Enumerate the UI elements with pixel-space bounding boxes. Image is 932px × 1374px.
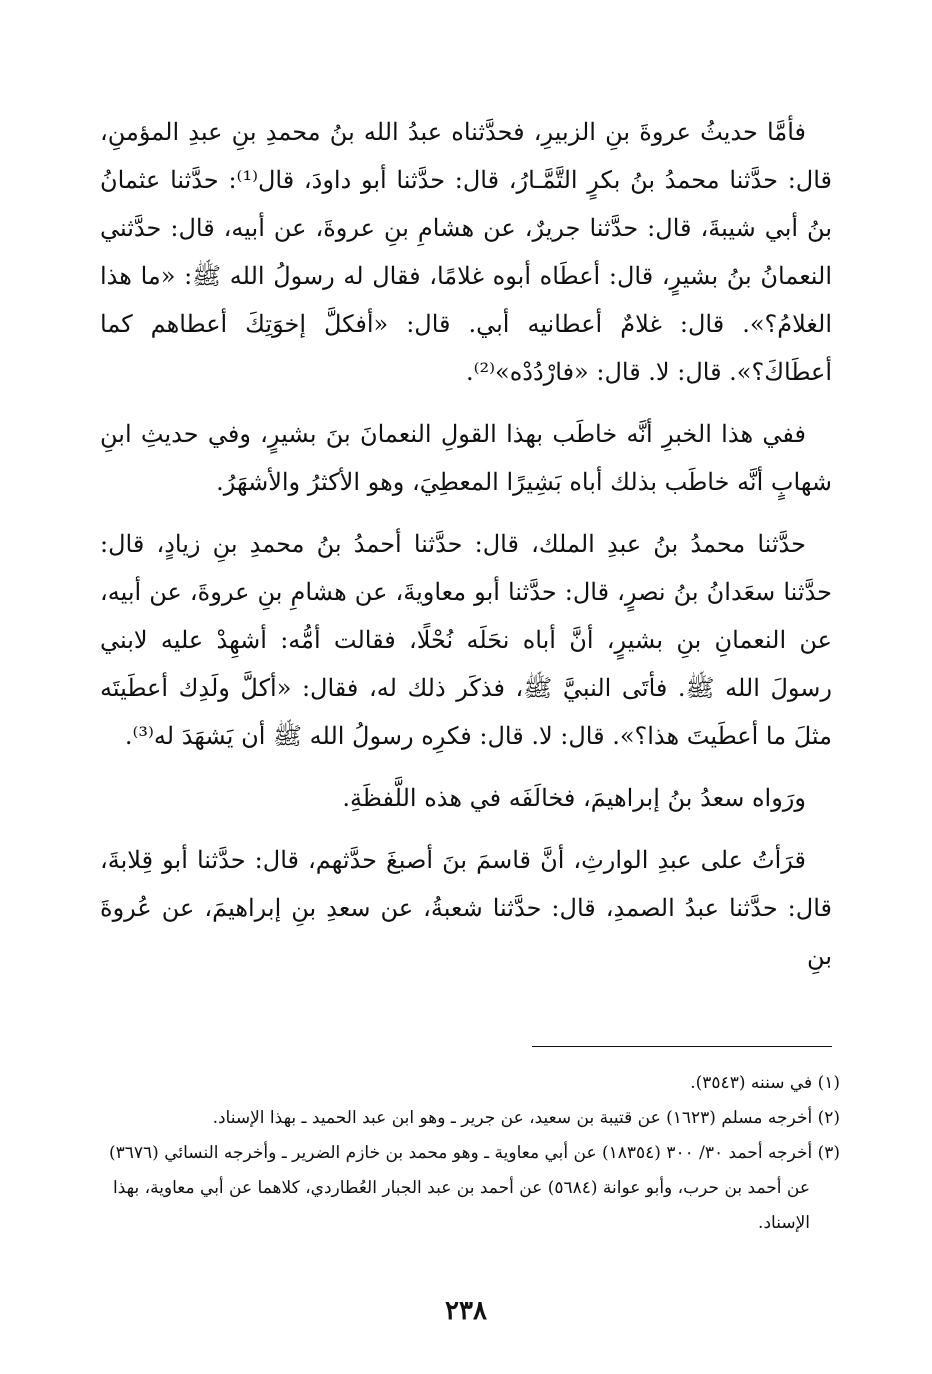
main-text bbox=[100, 108, 832, 994]
paragraph-1: فأمَّا حديثُ عروةَ بنِ الزبيرِ، فحدَّثناه عبدُ الله بنُ محمدِ بنِ عبدِ المؤمنِ، قال: حدَّثنا محمدُ بنُ بكرٍ التَّمَّـارُ، قال: حدَّثنا أبو داودَ، قال⁽¹⁾: حدَّثنا عثمانُ بنُ أبي شيبةَ، قال: حدَّثنا جريرٌ، عن هشامِ بنِ عروةَ، عن أبيه، قال: حدَّثني النعمانُ بنُ بشيرٍ، قال: أعطَاه أبوه غلامًا، فقال له رسولُ الله ﷺ: «ما هذا الغلامُ؟». قال: غلامٌ أعطانيه أبي. قال: «أفكلَّ إخوَتِكَ أعطاهم كما أعطَاكَ؟». قال: لا. قال: «فارْدُدْه»⁽²⁾. bbox=[100, 118, 832, 386]
page-number: ٢٣٨ bbox=[445, 1296, 487, 1326]
paragraph-5: قرَأتُ على عبدِ الوارثِ، أنَّ قاسمَ بنَ أصبغَ حدَّثهم، قال: حدَّثنا أبو قِلابةَ، قال: حدَّثنا عبدُ الصمدِ، قال: حدَّثنا شعبةُ، عن سعدِ بنِ إبراهيمَ، عن عُروةَ بنِ bbox=[100, 846, 832, 970]
footnote-2: (٢) أخرجه مسلم (١٦٢٣) عن قتيبة بن سعيد، عن جرير ـ وهو ابن عبد الحميد ـ بهذا الإسناد. bbox=[212, 1108, 840, 1128]
footnote-divider bbox=[532, 1046, 832, 1047]
paragraph-4: ورَواه سعدُ بنُ إبراهيمَ، فخالَفَه في هذه اللَّفظَةِ. bbox=[342, 784, 806, 812]
footnotes bbox=[100, 1066, 840, 1241]
footnote-3: (٣) أخرجه أحمد ٣٠/ ٣٠٠ (١٨٣٥٤) عن أبي معاوية ـ وهو محمد بن خازم الضرير ـ وأخرجه النسائي (٣٦٧٦) عن أحمد بن حرب، وأبو عوانة (٥٦٨٤) عن أحمد بن عبد الجبار العُطاردي، كلاهما عن أبي معاوية، بهذا الإسناد. bbox=[109, 1143, 840, 1233]
paragraph-2: ففي هذا الخبرِ أنَّه خاطَب بهذا القولِ النعمانَ بنَ بشيرٍ، وفي حديثِ ابنِ شهابٍ أنَّه خاطَب بذلك أباه بَشِيرًا المعطِيَ، وهو الأكثرُ والأشهَرُ. bbox=[100, 420, 832, 496]
paragraph-3: حدَّثنا محمدُ بنُ عبدِ الملك، قال: حدَّثنا أحمدُ بنُ محمدِ بنِ زيادٍ، قال: حدَّثنا سعَدانُ بنُ نصرٍ، قال: حدَّثنا أبو معاويةَ، عن هشامِ بنِ عروةَ، عن أبيه، عن النعمانِ بنِ بشيرٍ، أنَّ أباه نحَلَه نُحْلًا، فقالت أمُّه: أشهِدْ عليه لابني رسولَ الله ﷺ. فأتَى النبيَّ ﷺ، فذكَر ذلك له، فقال: «أكلَّ ولَدِك أعطَيتَه مثلَ ما أعطَيتَ هذا؟». قال: لا. قال: فكرِه رسولُ الله ﷺ أن يَشهَدَ له⁽³⁾. bbox=[100, 530, 832, 750]
footnote-1: (١) في سننه (٣٥٤٣). bbox=[690, 1073, 840, 1093]
